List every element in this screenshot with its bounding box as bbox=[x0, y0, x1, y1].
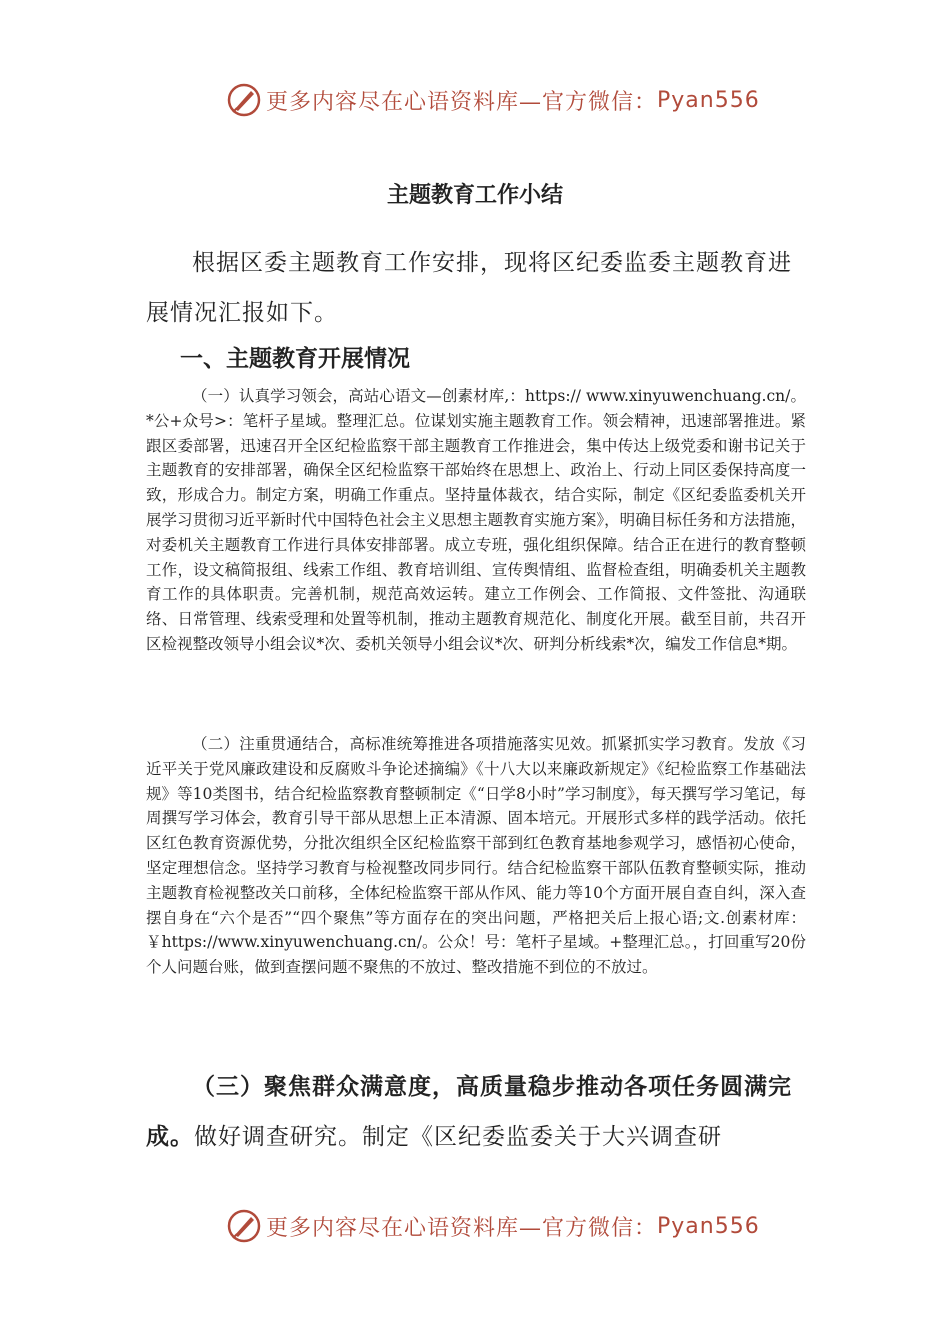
quill-logo-icon bbox=[226, 82, 262, 118]
watermark-banner-bottom bbox=[0, 1208, 950, 1248]
paragraph-3-text: 做好调查研究。制定《区纪委监委关于大兴调查研 bbox=[194, 1124, 722, 1150]
paragraph-3-heading: （三）聚焦群众满意度，高质量稳步推动各项任务圆满完成。 bbox=[146, 1073, 792, 1150]
wechat-id: Pyan556 bbox=[657, 87, 760, 113]
quill-logo-icon bbox=[226, 1208, 262, 1244]
section-heading-1: 一、主题教育开展情况 bbox=[180, 345, 410, 372]
intro-paragraph: 根据区委主题教育工作安排，现将区纪委监委主题教育进展情况汇报如下。 bbox=[146, 250, 792, 326]
document-title: 主题教育工作小结 bbox=[386, 182, 563, 208]
watermark-text: 更多内容尽在心语资料库—官方微信： bbox=[266, 1215, 658, 1241]
watermark-banner-top bbox=[0, 82, 950, 122]
paragraph-3 bbox=[146, 1062, 800, 1162]
watermark-text: 更多内容尽在心语资料库—官方微信： bbox=[266, 89, 658, 115]
paragraph-1: （一）认真学习领会，高站心语文—创素材库,：https:// www.xinyuwenchuang.cn/。*公+众号>：笔杆子星域。整理汇总。位谋划实施主题教育工作。领会精神，迅速部署推进。紧跟区委部署，迅速召开全区纪检监察干部主题教育工作推进会，集中传达上级党委和谢书记关于主题教育的安排部署，确保全区纪检监察干部始终在思想上、政治上、行动上同区委保持高度一致，形成合力。制定方案，明确工作重点。坚持量体裁衣，结合实际，制定《区纪委监委机关开展学习贯彻习近平新时代中国特色社会主义思想主题教育实施方案》，明确目标任务和方法措施，对委机关主题教育工作进行具体安排部署。成立专班，强化组织保障。结合正在进行的教育整顿工作，设文稿简报组、线索工作组、教育培训组、宣传舆情组、监督检查组，明确委机关主题教育工作的具体职责。完善机制，规范高效运转。建立工作例会、工作简报、文件签批、沟通联络、日常管理、线索受理和处置等机制，推动主题教育规范化、制度化开展。截至目前，共召开区检视整改领导小组会议*次、委机关领导小组会议*次、研判分析线索*次，编发工作信息*期。 bbox=[146, 387, 806, 653]
wechat-id: Pyan556 bbox=[657, 1213, 760, 1239]
paragraph-2: （二）注重贯通结合，高标准统筹推进各项措施落实见效。抓紧抓实学习教育。发放《习近平关于党风廉政建设和反腐败斗争论述摘编》《十八大以来廉政新规定》《纪检监察工作基础法规》等10类图书，结合纪检监察教育整顿制定《“日学8小时”学习制度》，每天撰写学习笔记，每周撰写学习体会，教育引导干部从思想上正本清源、固本培元。开展形式多样的践学活动。依托区红色教育资源优势，分批次组织全区纪检监察干部到红色教育基地参观学习，感悟初心使命，坚定理想信念。坚持学习教育与检视整改同步同行。结合纪检监察干部队伍教育整顿实际，推动主题教育检视整改关口前移，全体纪检监察干部从作风、能力等10个方面开展自查自纠，深入查摆自身在“六个是否”“四个聚焦”等方面存在的突出问题，严格把关后上报心语;文.创素材库：￥https://www.xinyuwenchuang.cn/。公众！号：笔杆子星域。+整理汇总。，打回重写20份个人问题台账，做到查摆问题不聚焦的不放过、整改措施不到位的不放过。 bbox=[146, 735, 806, 977]
